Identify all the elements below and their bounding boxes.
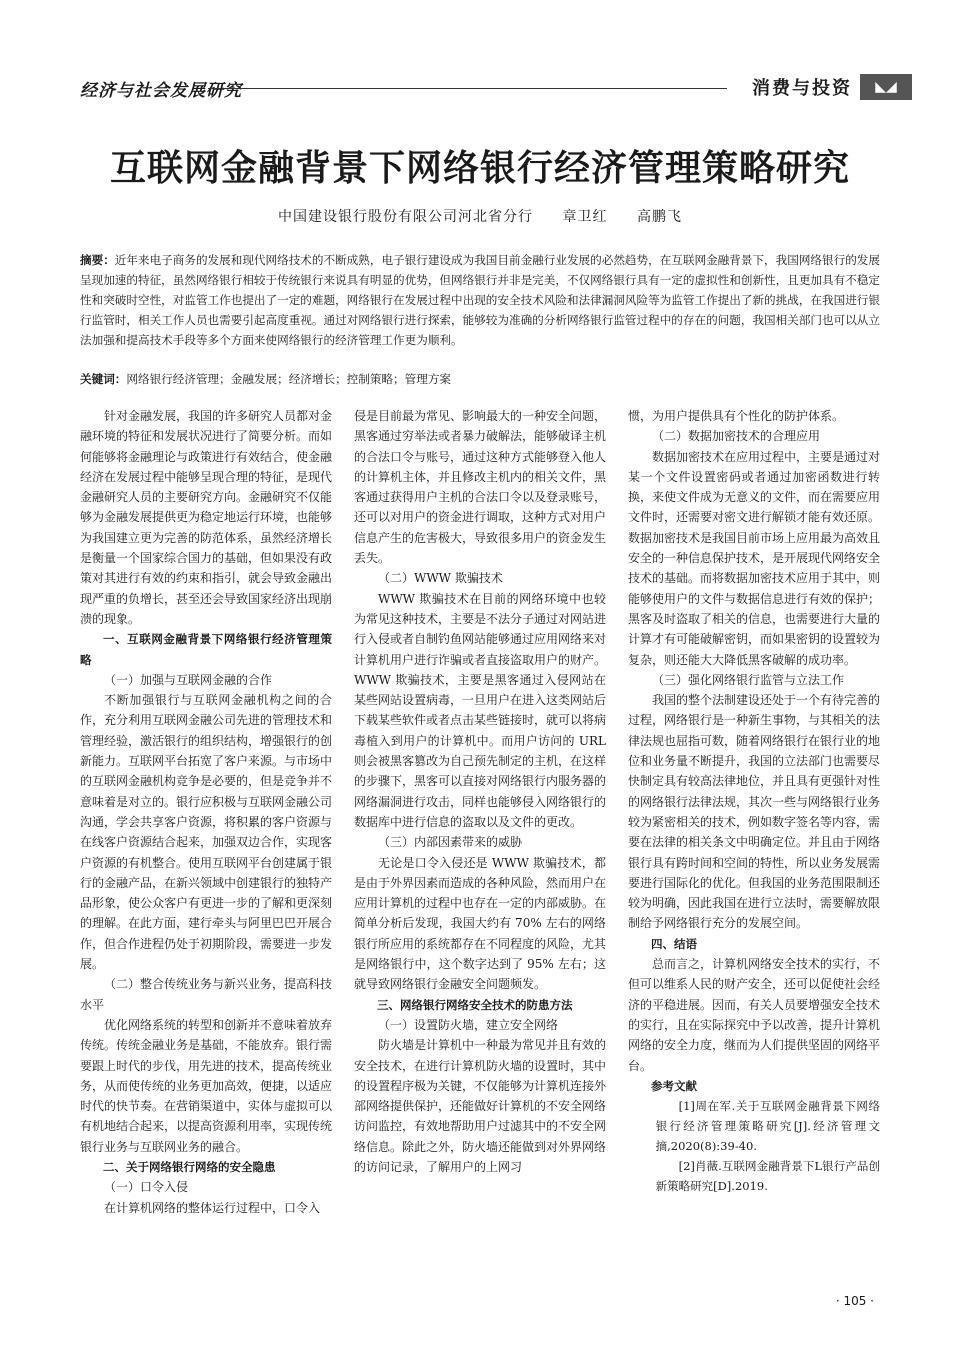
subsection-heading: （二）数据加密技术的合理应用 <box>652 429 821 444</box>
subsection-heading: （三）强化网络银行监管与立法工作 <box>652 672 845 687</box>
column-1 <box>80 406 332 1218</box>
keywords-label: 关键词： <box>80 372 127 386</box>
abstract-text: 近年来电子商务的发展和现代网络技术的不断成熟，电子银行建设成为我国目前金融行业发展的必然趋势，在互联网金融背景下，我国网络银行的发展呈现加速的特征，虽然网络银行相较于传统银行来说具有明显的优势，但网络银行并非是完美，不仅网络银行具有一定的虚拟性和创新性，且更加具有不稳定性和突破时空性，对监管工作也提出了一定的难题，网络银行在发展过程中出现的安全技术风险和法律漏洞风险等为监管工作提出了新的挑战，在我国进行银行监管时，相关工作人员也需要引起高度重视。通过对网络银行进行探索，能够较为准确的分析网络银行监管过程中的存在的问题，我国相关部门也可以从立法加强和提高技术手段等多个方面来使网络银行的经济管理工作更为顺利。 <box>80 253 880 347</box>
paragraph: 优化网络系统的转型和创新并不意味着放弃传统。传统金融业务是基础，不能放弃。银行需要跟上时代的步伐，用先进的技术，提高传统业务，从而使传统的业务更加高效，便捷，以适应时代的快节奏。在营销渠道中，实体与虚拟可以有机地结合起来，以提高资源利用率，实现传统银行业务与互联网业务的融合。 <box>80 1017 333 1154</box>
subsection-heading: （三）内部因素带来的威胁 <box>378 835 523 850</box>
keywords <box>80 370 880 388</box>
subsection-heading: （二）整合传统业务与新兴业务，提高科技水平 <box>80 977 333 1012</box>
section-heading: 一、互联网金融背景下网络银行经济管理策略 <box>80 632 332 667</box>
journal-name: 经济与社会发展研究 <box>80 81 242 101</box>
paragraph: 针对金融发展，我国的许多研究人员都对金融环境的特征和发展状况进行了简要分析。而如何能够将金融理论与政策进行有效结合，使金融经济在发展过程中能够呈现合理的特征，是现代金融研究人员的主要研究方向。金融研究不仅能够为金融发展提供更为稳定地运行环境，也能够为我国建立更为完善的防范体系，虽然经济增长是衡量一个国家综合国力的基础，但如果没有政策对其进行有效的约束和指引，就会导致金融出现严重的负增长，甚至还会导致国家经济出现崩溃的现象。 <box>80 409 333 626</box>
section-heading: 三、网络银行网络安全技术的防患方法 <box>377 997 573 1012</box>
subsection-heading: （一）口令入侵 <box>104 1180 189 1195</box>
references-heading: 参考文献 <box>651 1078 697 1093</box>
paragraph: 侵是目前最为常见、影响最大的一种安全问题，黑客通过穷举法或者暴力破解法，能够破译主机的合法口令与账号，通过这种方式能够登入他人的计算机主体，并且修改主机内的相关文件，黑客通过获得用户主机的合法口令以及登录账号，还可以对用户的资金进行调取，这种方式对用户信息产生的危害极大，导致很多用户的资金发生丢失。 <box>354 409 607 566</box>
paragraph: 在计算机网络的整体运行过程中，口令入 <box>104 1200 321 1215</box>
paragraph: 我国的整个法制建设还处于一个有待完善的过程，网络银行是一种新生事物，与其相关的法律法规也屈指可数，随着网络银行在银行业的地位和业务量不断提升，我国的立法部门也需要尽快制定具有较高法律地位，并且具有更强针对性的网络银行法律法规，其次一些与网络银行业务较为紧密相关的技术，例如数字签名等内容，需要在法律的相关条文中明确定位。并且由于网络银行具有跨时间和空间的特性，所以业务发展需要进行国际化的优化。但我国的业务范围限制还较为明确，因此我国在进行立法时，需要解放限制给予网络银行充分的发展空间。 <box>628 693 881 931</box>
section-name: 消费与投资 <box>752 78 852 99</box>
paragraph: 防火墙是计算机中一种最为常见并且有效的安全技术，在进行计算机防火墙的设置时，其中的设置程序极为关键，不仅能够为计算机连接外部网络提供保护，还能做好计算机的不安全网络访问监控，有效地帮助用户过滤其中的不安全网络信息。除此之外，防火墙还能做到对外界网络的访问记录，了解用户的上网习 <box>354 1038 607 1174</box>
header-rule <box>208 88 727 89</box>
author-2: 高鹏飞 <box>636 209 682 225</box>
paragraph: 惯，为用户提供具有个性化的防护体系。 <box>628 409 845 423</box>
paragraph: WWW 欺骗技术在目前的网络环境中也较为常见这种技术，主要是不法分子通过对网站进行入侵或者自制钓鱼网站能够通过应用网络来对计算机用户进行诈骗或者直接盗取用户的财产。WWW 欺骗技术，主要是黑客通过入侵网站在某些网站设置病毒，一旦用户在进入这类网站后下载某些软件或者点击某些链接时，就可以将病毒植入到用户的计算机中。而用户访问的 URL 则会被黑客篡改为自己预先制定的主机，在这样的步骤下，黑客可以直接对网络银行内服务器的网络漏洞进行攻击，同样也能够侵入网络银行的数据库中进行信息的盗取以及文件的更改。 <box>354 591 607 829</box>
column-2 <box>354 406 606 1177</box>
subsection-heading: （一）设置防火墙，建立安全网络 <box>378 1017 559 1032</box>
section-heading: 四、结语 <box>651 936 697 951</box>
abstract-label: 摘要： <box>80 253 115 267</box>
paragraph: 总而言之，计算机网络安全技术的实行，不但可以维系人民的财产安全，还可以促使社会经济的平稳进展。因而，有关人员要增强安全技术的实行，且在实际探究中予以改善，提升计算机网络的安全力度，继而为人们提供坚固的网络平台。 <box>628 957 881 1073</box>
paragraph: 不断加强银行与互联网金融机构之间的合作，充分利用互联网金融公司先进的管理技术和管理经验，激活银行的组织结构，增强银行的创新能力。互联网平台拓宽了客户来源。与市场中的互联网金融机构竞争是必要的，但是竞争并不意味着是对立的。银行应积极与互联网金融公司沟通，学会共享客户资源，将积累的客户资源与在线客户资源结合起来，加强双边合作，实现客户资源的有机整合。使用互联网平台创建属于银行的金融产品，在新兴领域中创建银行的独特产品形象，使公众客户有更进一步的了解和更深刻的理解。在此方面，建行牵头与阿里巴巴开展合作，但合作进程仍处于初期阶段，需要进一步发展。 <box>80 693 333 972</box>
author-line <box>0 206 960 226</box>
section-heading: 二、关于网络银行网络的安全隐患 <box>103 1159 276 1174</box>
book-corner-icon: ◣◢ <box>860 74 912 100</box>
subsection-heading: （二）WWW 欺骗技术 <box>378 571 503 586</box>
reference-item: [2]肖薇.互联网金融背景下L银行产品创新策略研究[D].2019. <box>655 1159 880 1194</box>
affiliation: 中国建设银行股份有限公司河北省分行 <box>278 209 534 225</box>
article-title: 互联网金融背景下网络银行经济管理策略研究 <box>109 148 850 189</box>
page-number: · 105 · <box>835 1294 874 1308</box>
page-header <box>80 74 912 102</box>
abstract <box>80 250 880 350</box>
column-3 <box>628 406 880 1196</box>
subsection-heading: （一）加强与互联网金融的合作 <box>104 672 273 687</box>
reference-item: [1]周在军.关于互联网金融背景下网络银行经济管理策略研究[J].经济管理文摘,2020(8):39-40. <box>655 1099 880 1154</box>
paragraph: 数据加密技术在应用过程中，主要是通过对某一个文件设置密码或者通过加密函数进行转换，来使文件成为无意义的文件，而在需要应用文件时，还需要对密文进行解锁才能有效还原。数据加密技术是我国目前市场上应用最为高效且安全的一种信息保护技术，是开展现代网络安全技术的基础。而将数据加密技术应用于其中，则能够使用户的文件与数据信息进行有效的保护；黑客及时盗取了相关的信息，也需要进行大量的计算才有可能破解密钥，而如果密钥的设置较为复杂，则还能大大降低黑客破解的成功率。 <box>628 449 881 667</box>
keywords-text: 网络银行经济管理；金融发展；经济增长；控制策略；管理方案 <box>126 372 452 386</box>
author-1: 章卫红 <box>562 209 608 225</box>
paragraph: 无论是口令入侵还是 WWW 欺骗技术，都是由于外界因素而造成的各种风险，然而用户在应用计算机的过程中也存在一定的内部威胁。在简单分析后发现，我国大约有 70% 左右的网络银行所应用的系统都存在不同程度的风险，尤其是网络银行中，这个数字达到了 95% 左右；这就导致网络银行金融安全问题频发。 <box>354 855 607 992</box>
